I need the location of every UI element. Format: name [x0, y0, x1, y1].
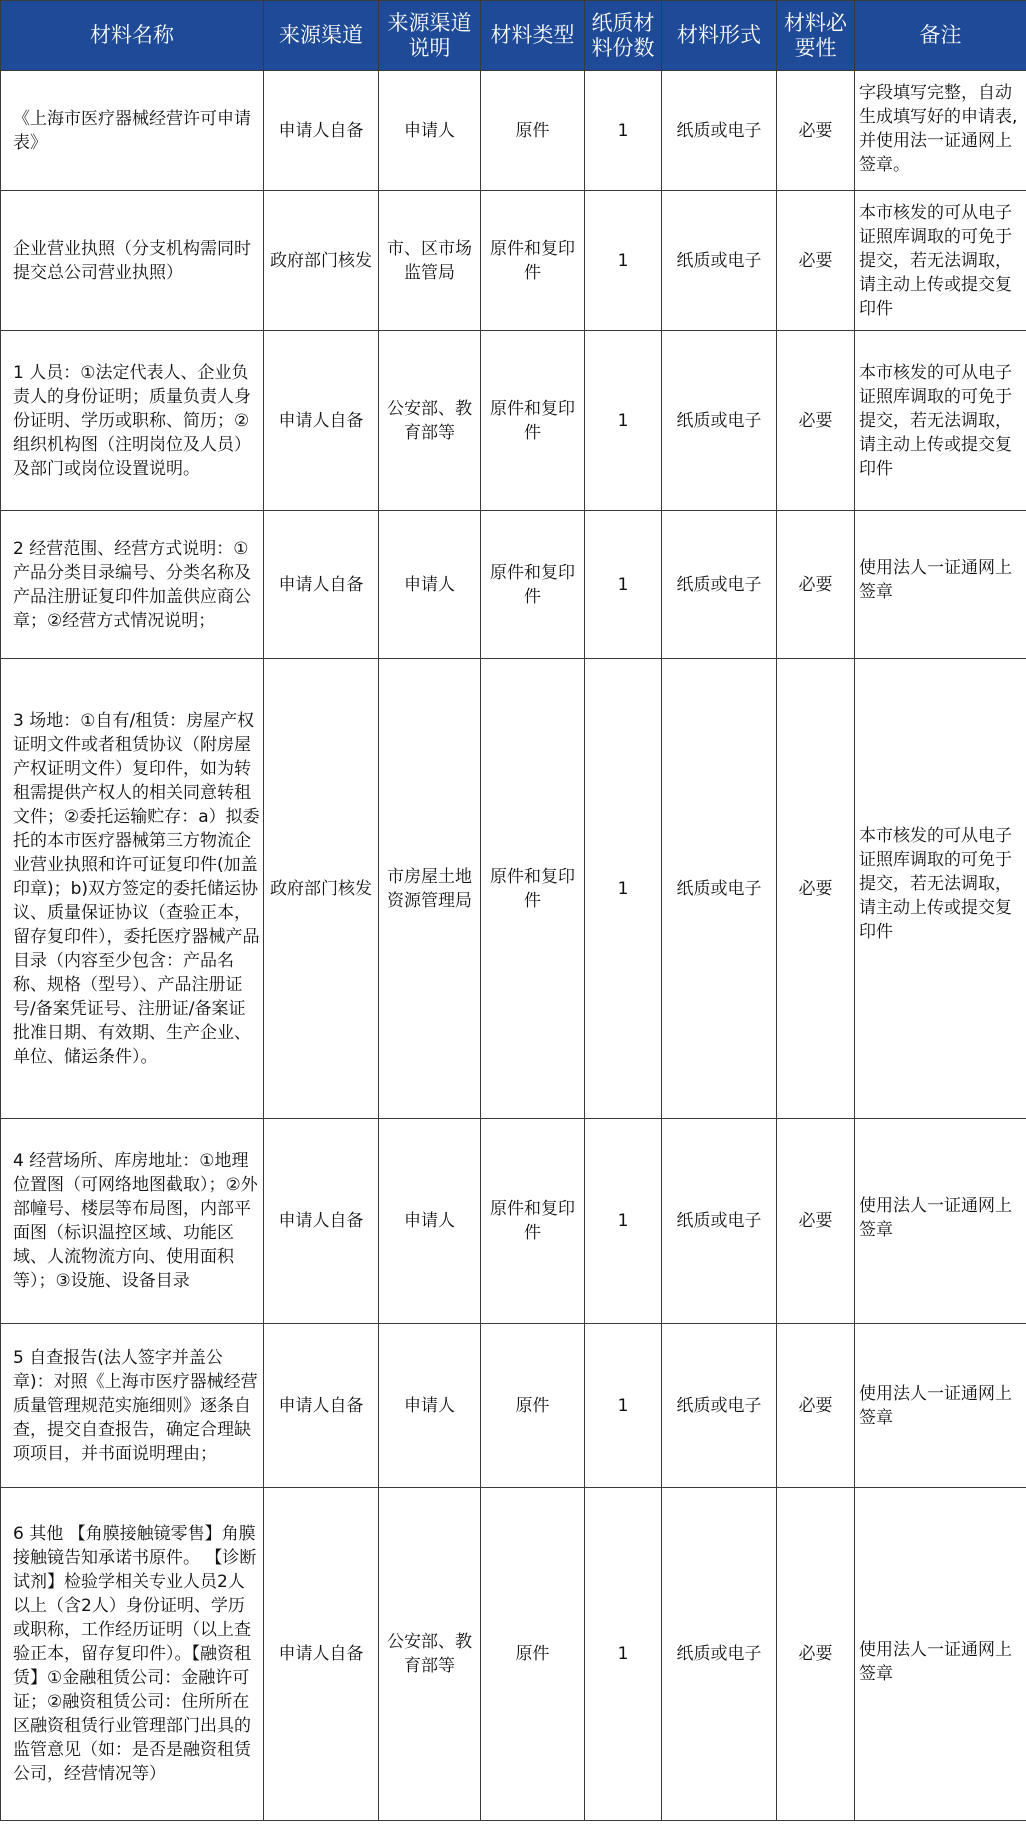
header-paper-copies: 纸质材料份数	[585, 1, 662, 71]
cell-source-desc: 申请人	[379, 511, 481, 659]
header-material-form: 材料形式	[662, 1, 777, 71]
cell-note: 使用法人一证通网上签章	[855, 1119, 1026, 1324]
header-row	[1, 1, 1026, 71]
cell-material-form: 纸质或电子	[662, 331, 777, 511]
table-row	[1, 1119, 1026, 1324]
cell-necessity: 必要	[777, 331, 855, 511]
cell-material-name: 《上海市医疗器械经营许可申请表》	[1, 71, 264, 191]
cell-material-type: 原件	[481, 1324, 585, 1488]
cell-material-type: 原件	[481, 71, 585, 191]
cell-necessity: 必要	[777, 1488, 855, 1821]
cell-necessity: 必要	[777, 71, 855, 191]
cell-material-form: 纸质或电子	[662, 659, 777, 1119]
cell-material-type: 原件和复印件	[481, 331, 585, 511]
cell-material-form: 纸质或电子	[662, 1324, 777, 1488]
cell-material-type: 原件和复印件	[481, 191, 585, 331]
cell-source-desc: 申请人	[379, 1119, 481, 1324]
cell-material-type: 原件	[481, 1488, 585, 1821]
cell-necessity: 必要	[777, 659, 855, 1119]
cell-material-name: 3 场地：①自有/租赁：房屋产权证明文件或者租赁协议（附房屋产权证明文件）复印件，如为转租需提供产权人的相关同意转租文件；②委托运输贮存：a）拟委托的本市医疗器械第三方物流企业营业执照和许可证复印件(加盖印章)；b)双方签定的委托储运协议、质量保证协议（查验正本，留存复印件），委托医疗器械产品目录（内容至少包含：产品名称、规格（型号）、产品注册证号/备案凭证号、注册证/备案证批准日期、有效期、生产企业、单位、储运条件）。	[1, 659, 264, 1119]
table-row	[1, 511, 1026, 659]
table-row	[1, 1324, 1026, 1488]
cell-paper-copies: 1	[585, 71, 662, 191]
cell-source: 申请人自备	[264, 511, 379, 659]
table-row	[1, 191, 1026, 331]
cell-necessity: 必要	[777, 1324, 855, 1488]
header-material-type: 材料类型	[481, 1, 585, 71]
cell-material-type: 原件和复印件	[481, 1119, 585, 1324]
cell-material-name: 2 经营范围、经营方式说明：①产品分类目录编号、分类名称及产品注册证复印件加盖供应商公章；②经营方式情况说明；	[1, 511, 264, 659]
cell-source: 申请人自备	[264, 331, 379, 511]
cell-note: 使用法人一证通网上签章	[855, 1324, 1026, 1488]
cell-source-desc: 市房屋土地资源管理局	[379, 659, 481, 1119]
cell-material-type: 原件和复印件	[481, 659, 585, 1119]
header-source-desc: 来源渠道说明	[379, 1, 481, 71]
header-note: 备注	[855, 1, 1026, 71]
cell-paper-copies: 1	[585, 1324, 662, 1488]
table-row	[1, 1488, 1026, 1821]
cell-note: 本市核发的可从电子证照库调取的可免于提交，若无法调取，请主动上传或提交复印件	[855, 659, 1026, 1119]
cell-material-name: 5 自查报告(法人签字并盖公章)：对照《上海市医疗器械经营质量管理规范实施细则》逐条自查，提交自查报告，确定合理缺项项目，并书面说明理由；	[1, 1324, 264, 1488]
table-row	[1, 659, 1026, 1119]
cell-note: 使用法人一证通网上签章	[855, 511, 1026, 659]
cell-source-desc: 申请人	[379, 71, 481, 191]
cell-source: 政府部门核发	[264, 191, 379, 331]
table-row	[1, 331, 1026, 511]
cell-necessity: 必要	[777, 511, 855, 659]
cell-source-desc: 公安部、教育部等	[379, 331, 481, 511]
header-material-name: 材料名称	[1, 1, 264, 71]
table-row	[1, 71, 1026, 191]
cell-material-type: 原件和复印件	[481, 511, 585, 659]
cell-material-form: 纸质或电子	[662, 191, 777, 331]
cell-necessity: 必要	[777, 1119, 855, 1324]
cell-note: 使用法人一证通网上签章	[855, 1488, 1026, 1821]
header-source: 来源渠道	[264, 1, 379, 71]
cell-source-desc: 公安部、教育部等	[379, 1488, 481, 1821]
cell-source: 政府部门核发	[264, 659, 379, 1119]
cell-source-desc: 市、区市场监管局	[379, 191, 481, 331]
cell-source: 申请人自备	[264, 1324, 379, 1488]
cell-paper-copies: 1	[585, 331, 662, 511]
cell-material-form: 纸质或电子	[662, 1488, 777, 1821]
cell-paper-copies: 1	[585, 511, 662, 659]
cell-material-form: 纸质或电子	[662, 1119, 777, 1324]
cell-source: 申请人自备	[264, 71, 379, 191]
cell-paper-copies: 1	[585, 1119, 662, 1324]
cell-source: 申请人自备	[264, 1119, 379, 1324]
header-necessity: 材料必要性	[777, 1, 855, 71]
cell-material-form: 纸质或电子	[662, 71, 777, 191]
cell-material-name: 1 人员：①法定代表人、企业负责人的身份证明；质量负责人身份证明、学历或职称、简历；②组织机构图（注明岗位及人员）及部门或岗位设置说明。	[1, 331, 264, 511]
cell-paper-copies: 1	[585, 191, 662, 331]
cell-source-desc: 申请人	[379, 1324, 481, 1488]
cell-paper-copies: 1	[585, 1488, 662, 1821]
cell-necessity: 必要	[777, 191, 855, 331]
cell-paper-copies: 1	[585, 659, 662, 1119]
cell-note: 字段填写完整，自动生成填写好的申请表,并使用法一证通网上签章。	[855, 71, 1026, 191]
cell-note: 本市核发的可从电子证照库调取的可免于提交，若无法调取，请主动上传或提交复印件	[855, 191, 1026, 331]
cell-material-name: 4 经营场所、库房地址：①地理位置图（可网络地图截取）；②外部幢号、楼层等布局图，内部平面图（标识温控区域、功能区域、人流物流方向、使用面积等）；③设施、设备目录	[1, 1119, 264, 1324]
cell-material-name: 企业营业执照（分支机构需同时提交总公司营业执照）	[1, 191, 264, 331]
cell-material-form: 纸质或电子	[662, 511, 777, 659]
cell-source: 申请人自备	[264, 1488, 379, 1821]
cell-material-name: 6 其他 【角膜接触镜零售】角膜接触镜告知承诺书原件。 【诊断试剂】检验学相关专业人员2人以上（含2人）身份证明、学历或职称，工作经历证明（以上查验正本，留存复印件）。【融资租赁】①金融租赁公司：金融许可证；②融资租赁公司：住所所在区融资租赁行业管理部门出具的监管意见（如：是否是融资租赁公司，经营情况等）	[1, 1488, 264, 1821]
cell-note: 本市核发的可从电子证照库调取的可免于提交，若无法调取，请主动上传或提交复印件	[855, 331, 1026, 511]
